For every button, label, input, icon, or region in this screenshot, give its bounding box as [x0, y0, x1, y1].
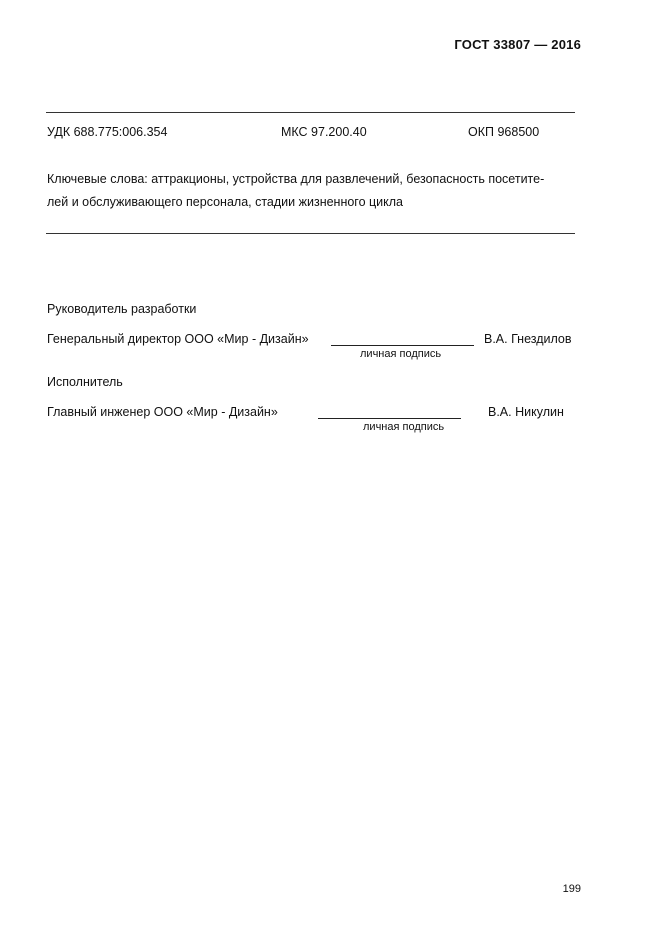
executor-position: Главный инженер ООО «Мир - Дизайн»: [47, 405, 278, 419]
keywords-line-1: Ключевые слова: аттракционы, устройства для развлечений, безопасность посетите-: [47, 172, 545, 186]
lead-signature-caption: личная подпись: [360, 348, 442, 360]
bottom-rule: [46, 233, 575, 234]
page-number: 199: [562, 883, 581, 895]
okp-code: ОКП 968500: [468, 125, 540, 139]
top-rule: [46, 112, 575, 113]
mks-code: МКС 97.200.40: [281, 125, 367, 139]
executor-name: В.А. Никулин: [488, 405, 564, 419]
executor-signature-line: [318, 418, 461, 419]
lead-position: Генеральный директор ООО «Мир - Дизайн»: [47, 332, 309, 346]
executor-signature-caption: личная подпись: [363, 421, 445, 433]
lead-signature-line: [331, 345, 474, 346]
lead-name: В.А. Гнездилов: [484, 332, 572, 346]
keywords-line-2: лей и обслуживающего персонала, стадии жизненного цикла: [47, 195, 404, 209]
executor-heading: Исполнитель: [47, 375, 123, 389]
lead-heading: Руководитель разработки: [47, 302, 197, 316]
standard-code: ГОСТ 33807 — 2016: [454, 37, 581, 52]
udc-code: УДК 688.775:006.354: [47, 125, 168, 139]
